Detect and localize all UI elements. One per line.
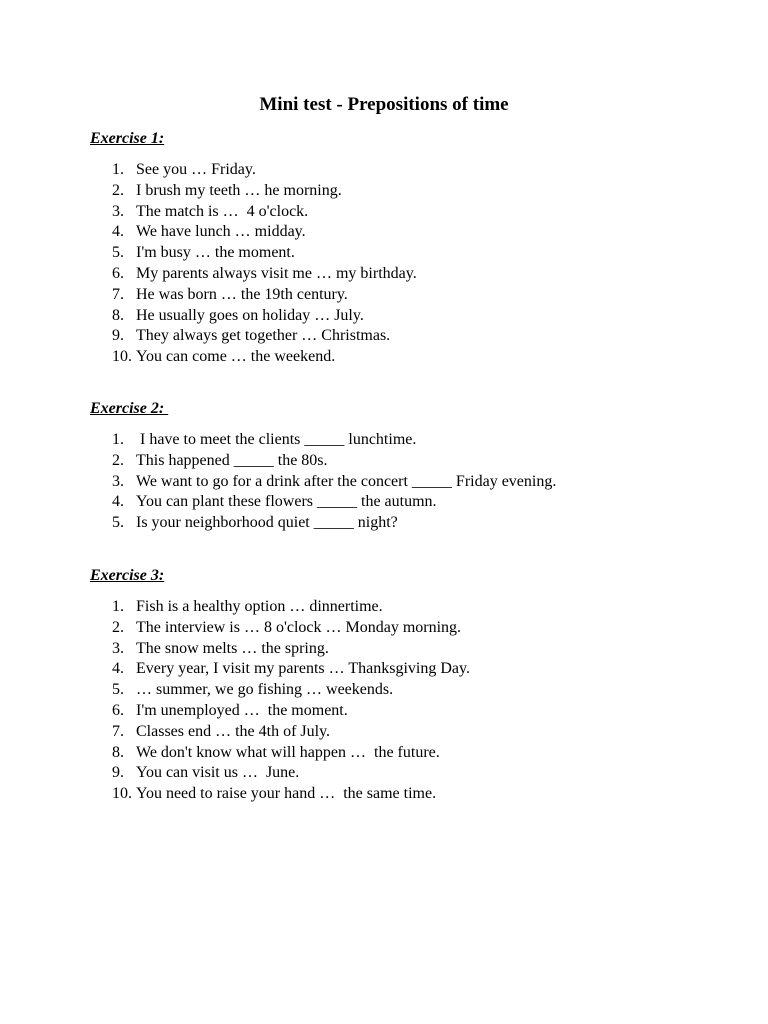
- item-number: 4.: [112, 493, 124, 511]
- item-number: 2.: [112, 451, 124, 469]
- item-number: 2.: [112, 618, 124, 636]
- item-number: 5.: [112, 514, 124, 532]
- item-number: 3.: [112, 202, 124, 220]
- item-number: 4.: [112, 223, 124, 241]
- item-text: We don't know what will happen … the future.: [136, 743, 440, 761]
- item-number: 8.: [112, 306, 124, 324]
- item-text: We have lunch … midday.: [136, 223, 306, 241]
- item-text: I'm unemployed … the moment.: [136, 701, 348, 719]
- item-text: I'm busy … the moment.: [136, 244, 295, 262]
- item-number: 5.: [112, 681, 124, 699]
- item-text: You need to raise your hand … the same time.: [136, 785, 437, 803]
- item-text: Every year, I visit my parents … Thanksgiving Day.: [136, 660, 470, 678]
- exercise-2-heading: Exercise 2:: [90, 400, 169, 417]
- item-text: The snow melts … the spring.: [136, 639, 329, 657]
- item-number: 1.: [112, 598, 124, 615]
- item-number: 10.: [112, 785, 132, 803]
- item-text: Is your neighborhood quiet _____ night?: [136, 514, 398, 532]
- item-number: 4.: [112, 660, 124, 678]
- item-text: See you … Friday.: [136, 161, 256, 178]
- item-text: Classes end … the 4th of July.: [136, 722, 331, 740]
- item-text: You can plant these flowers _____ the autumn.: [136, 493, 437, 511]
- item-number: 3.: [112, 639, 124, 657]
- item-text: I have to meet the clients _____ lunchtime.: [136, 431, 417, 448]
- item-number: 9.: [112, 327, 124, 345]
- item-text: I brush my teeth … he morning.: [136, 181, 342, 199]
- item-number: 6.: [112, 264, 124, 282]
- item-number: 8.: [112, 743, 124, 761]
- exercise-3-heading: Exercise 3:: [90, 567, 165, 584]
- item-text: The interview is … 8 o'clock … Monday morning.: [136, 618, 462, 636]
- item-text: … summer, we go fishing … weekends.: [136, 681, 394, 699]
- item-number: 7.: [112, 722, 124, 740]
- item-text: My parents always visit me … my birthday.: [136, 264, 417, 282]
- item-number: 1.: [112, 431, 124, 448]
- item-number: 7.: [112, 285, 124, 303]
- item-text: He was born … the 19th century.: [136, 285, 348, 303]
- item-number: 1.: [112, 161, 124, 178]
- item-text: We want to go for a drink after the concert _____ Friday evening.: [136, 472, 557, 490]
- page-title: Mini test - Prepositions of time: [259, 94, 509, 115]
- item-number: 2.: [112, 181, 124, 199]
- item-text: The match is … 4 o'clock.: [136, 202, 309, 220]
- item-text: They always get together … Christmas.: [136, 327, 391, 345]
- item-text: You can visit us … June.: [136, 764, 300, 782]
- item-text: Fish is a healthy option … dinnertime.: [136, 598, 383, 615]
- exercise-1-heading: Exercise 1:: [90, 130, 165, 147]
- item-number: 6.: [112, 701, 124, 719]
- item-text: This happened _____ the 80s.: [136, 451, 328, 469]
- item-number: 10.: [112, 348, 132, 366]
- item-text: You can come … the weekend.: [136, 348, 336, 366]
- item-text: He usually goes on holiday … July.: [136, 306, 364, 324]
- item-number: 3.: [112, 472, 124, 490]
- item-number: 5.: [112, 244, 124, 262]
- item-number: 9.: [112, 764, 124, 782]
